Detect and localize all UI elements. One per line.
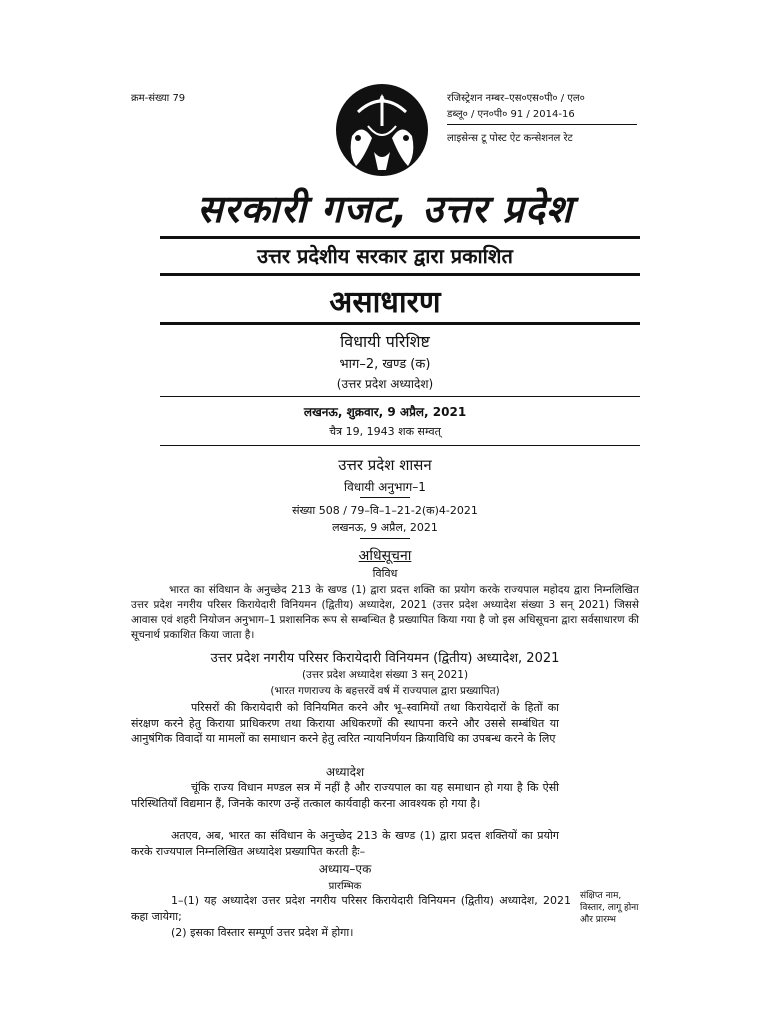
- government-name: उत्तर प्रदेश शासन: [338, 456, 432, 474]
- ordinance-promulgation: (भारत गणराज्य के बहत्तरवें वर्ष में राज्यपाल द्वारा प्रख्यापित): [270, 685, 500, 697]
- masthead-rule-middle: [160, 273, 640, 276]
- chapter-heading: अध्याय–एक: [318, 862, 372, 876]
- registration-line-1: रजिस्ट्रेशन नम्बर–एस०एस०पी० / एल०: [447, 93, 585, 104]
- dept-divider: [360, 497, 410, 498]
- ordinance-paragraph-1: [131, 780, 559, 811]
- masthead-rule-bottom: [160, 322, 640, 325]
- section-1-clause-1-text: 1–(1) यह अध्यादेश उत्तर प्रदेश नगरीय परिसर किरायेदारी विनियमन (द्वितीय) अध्यादेश, 2021 कहा जायेगा;: [131, 894, 571, 923]
- notification-text: भारत का संविधान के अनुच्छेद 213 के खण्ड (1) द्वारा प्रदत्त शक्ति का प्रयोग करके राज्यपाल महोदय द्वारा निम्नलिखित उत्तर प्रदेश नगरीय परिसर किरायेदारी विनियमन (द्वितीय) अध्यादेश, 2021 (उत्तर प्रदेश अध्यादेश संख्या 3 सन् 2021) जिससे आवास एवं शहरी नियोजन अनुभाग–1 प्रशासनिक रूप से सम्बन्धित है प्रख्यापित किया गया है जो इस अधिसूचना द्वारा सर्वसाधारण की सूचनार्थ प्रकाशित किया जाता है।: [131, 584, 639, 641]
- date-rule-top: [160, 396, 640, 397]
- ordinance-number: (उत्तर प्रदेश अध्यादेश संख्या 3 सन् 2021): [301, 669, 469, 681]
- up-state-emblem-icon: [328, 82, 436, 178]
- publisher-line: उत्तर प्रदेशीय सरकार द्वारा प्रकाशित: [257, 244, 513, 268]
- serial-number: क्रम-संख्या 79: [131, 93, 186, 104]
- gazette-title: सरकारी गजट, उत्तर प्रदेश: [197, 187, 573, 231]
- notification-number: संख्या 508 / 79–वि–1–21-2(क)4-2021: [292, 504, 478, 517]
- preamble-text: परिसरों की किरायेदारी को विनियमित करने और भू–स्वामियों तथा किरायेदारों के हितों का संरक्षण करने हेतु किराया प्राधिकरण तथा किराया अधिकरणों की स्थापना करने और उससे सम्बंधित या आनुषंगिक विवादों या मामलों का समाधान करने हेतु त्वरित न्यायनिर्णयन क्रियाविधि का उपबन्ध करने के लिए: [131, 701, 559, 745]
- supplement-label: विधायी परिशिष्ट: [340, 332, 430, 351]
- ordinance-preamble: [131, 700, 559, 747]
- margin-note: संक्षिप्त नाम, विस्तार, लागू होना और प्रारम्भ: [580, 891, 639, 925]
- department-name: विधायी अनुभाग–1: [344, 480, 426, 494]
- place-divider: [360, 538, 410, 539]
- section-1-clause-1: [131, 893, 571, 925]
- paragraph-1-text: चूंकि राज्य विधान मण्डल सत्र में नहीं है और राज्यपाल का यह समाधान हो गया है कि ऐसी परिस्थितियाँ विद्यमान हैं, जिनके कारण उन्हें तत्काल कार्यवाही करना आवश्यक हो गया है।: [131, 781, 559, 810]
- date-rule-bottom: [160, 445, 640, 446]
- notification-paragraph: [131, 583, 639, 643]
- paragraph-2-text: अतएव, अब, भारत का संविधान के अनुच्छेद 213 के खण्ड (1) द्वारा प्रदत्त शक्तियों का प्रयोग करके राज्यपाल निम्नलिखित अध्यादेश प्रख्यापित करती हैः–: [131, 829, 559, 858]
- section-1-clause-2: (2) इसका विस्तार सम्पूर्ण उत्तर प्रदेश में होगा।: [171, 926, 354, 939]
- adhyadesh-heading: अध्यादेश: [325, 765, 365, 779]
- notification-subheading: विविध: [372, 567, 398, 580]
- registration-line-2: डब्लू० / एन०पी० 91 / 2014-16: [447, 109, 575, 120]
- ordinance-paragraph-2: [131, 828, 559, 859]
- ordinance-title: उत्तर प्रदेश नगरीय परिसर किरायेदारी विनियमन (द्वितीय) अध्यादेश, 2021: [210, 651, 560, 666]
- chapter-subheading: प्रारम्भिक: [328, 881, 362, 892]
- notification-heading: अधिसूचना: [358, 548, 412, 564]
- publication-date: लखनऊ, शुक्रवार, 9 अप्रैल, 2021: [303, 405, 467, 419]
- part-label: भाग–2, खण्ड (क): [339, 357, 431, 372]
- masthead-rule-top: [160, 236, 640, 239]
- extraordinary-label: असाधारण: [329, 285, 441, 320]
- category-label: (उत्तर प्रदेश अध्यादेश): [336, 377, 434, 391]
- header-divider: [447, 124, 637, 125]
- place-date: लखनऊ, 9 अप्रैल, 2021: [332, 521, 438, 534]
- license-text: लाइसेन्स टू पोस्ट ऐट कन्सेशनल रेट: [447, 133, 573, 144]
- saka-date: चैत्र 19, 1943 शक सम्वत्: [329, 425, 441, 438]
